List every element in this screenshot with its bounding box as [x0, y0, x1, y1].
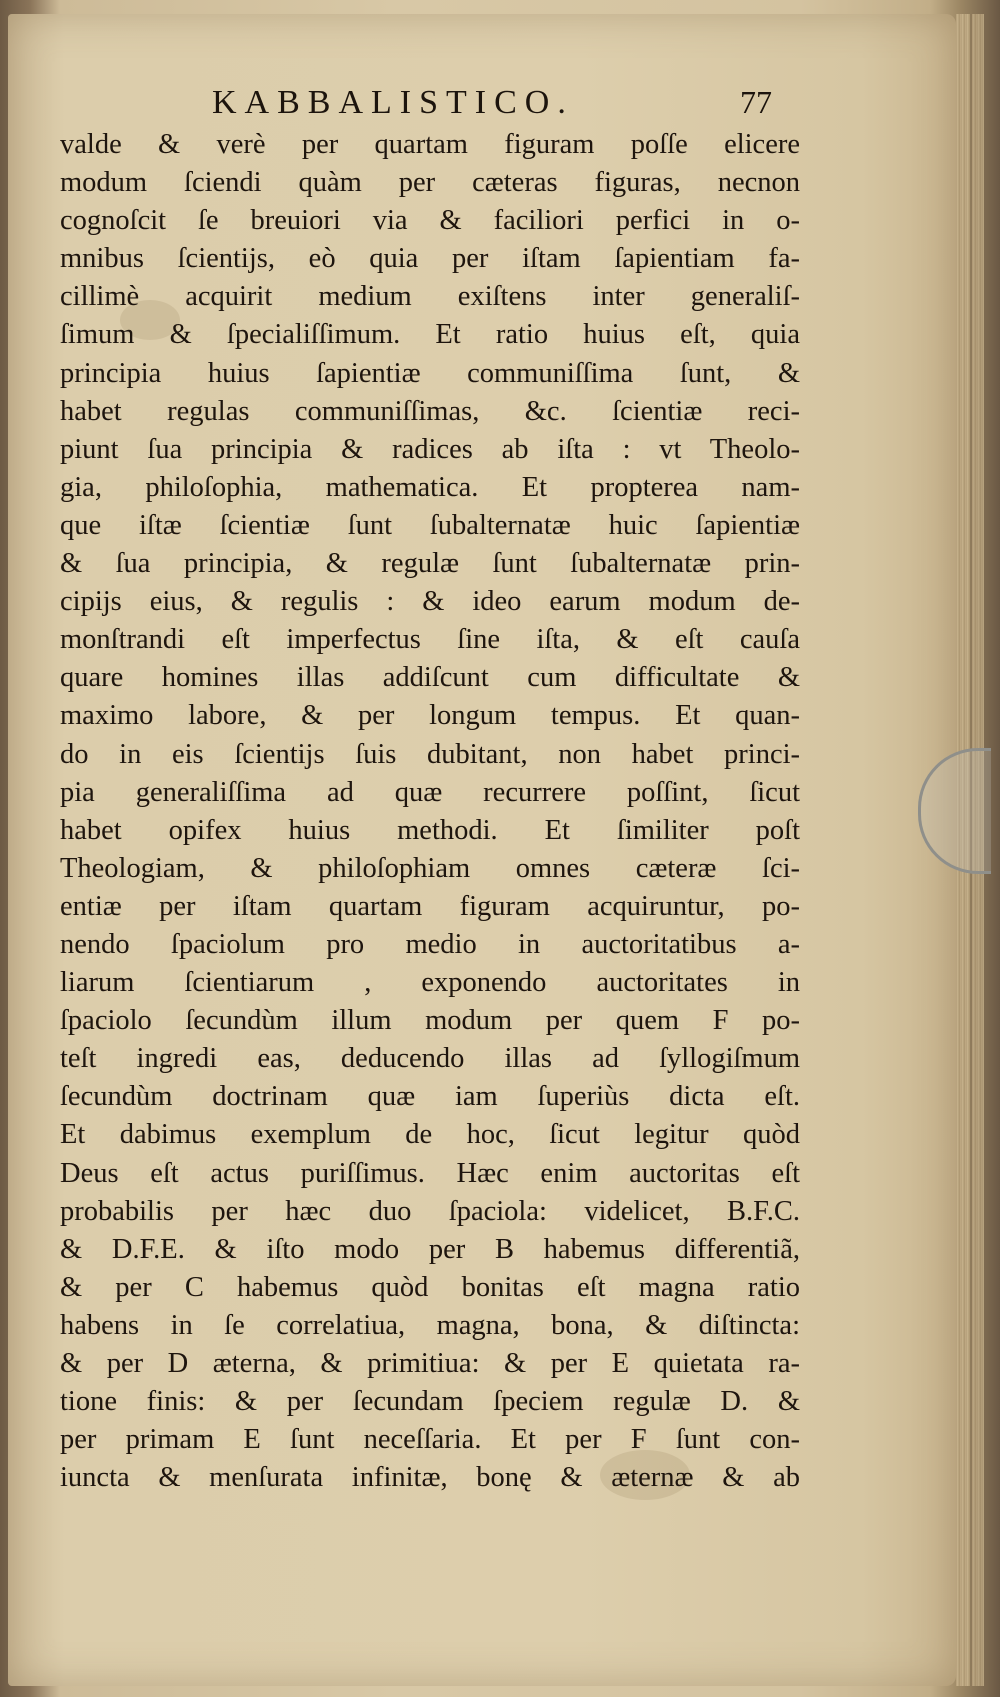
- text-line: & per D æterna, & primitiua: & per E quietata ra-: [60, 1348, 800, 1379]
- text-line: quare homines illas addiſcunt cum difficultate &: [60, 662, 800, 694]
- body-text: [60, 126, 800, 1497]
- text-line: liarum ſcientiarum , exponendo auctoritates in: [60, 967, 800, 999]
- text-line: & per C habemus quòd bonitas eſt magna ratio: [60, 1271, 800, 1303]
- text-line: Deus eſt actus puriſſimus. Hæc enim auctoritas eſt: [60, 1157, 800, 1189]
- text-line: monſtrandi eſt imperfectus ſine iſta, & eſt cauſa: [60, 624, 800, 656]
- text-line: valde & verè per quartam figuram poſſe elicere: [60, 129, 800, 160]
- text-line: iuncta & menſurata infinitæ, bonę & æternæ & ab: [60, 1462, 800, 1494]
- text-line: probabilis per hæc duo ſpaciola: videlicet, B.F.C.: [60, 1195, 800, 1227]
- text-line: habens in ſe correlatiua, magna, bona, & diſtincta:: [60, 1309, 800, 1341]
- text-line: entiæ per iſtam quartam figuram acquiruntur, po-: [60, 890, 800, 922]
- text-line: Et dabimus exemplum de hoc, ſicut legitur quòd: [60, 1119, 800, 1151]
- running-head-title: KABBALISTICO.: [212, 84, 574, 121]
- text-line: maximo labore, & per longum tempus. Et quan-: [60, 700, 800, 732]
- text-line: piunt ſua principia & radices ab iſta : vt Theolo-: [60, 433, 800, 465]
- text-line: & ſua principia, & regulæ ſunt ſubalternatæ prin-: [60, 548, 800, 580]
- text-line: cognoſcit ſe breuiori via & faciliori perfici in o-: [60, 205, 800, 237]
- text-line: & D.F.E. & iſto modo per B habemus differentiã,: [60, 1233, 800, 1265]
- text-line: cillimè acquirit medium exiſtens inter generaliſ-: [60, 281, 800, 313]
- text-line: que iſtæ ſcientiæ ſunt ſubalternatæ huic ſapientiæ: [60, 509, 800, 541]
- text-line: mnibus ſcientijs, eò quia per iſtam ſapientiam fa-: [60, 243, 800, 275]
- text-line: teſt ingredi eas, deducendo illas ad ſyllogiſmum: [60, 1043, 800, 1075]
- text-line: cipijs eius, & regulis : & ideo earum modum de-: [60, 586, 800, 618]
- text-line: modum ſciendi quàm per cæteras figuras, necnon: [60, 167, 800, 199]
- text-line: ſimum & ſpecialiſſimum. Et ratio huius eſt, quia: [60, 319, 800, 351]
- text-line: tione finis: & per ſecundam ſpeciem regulæ D. &: [60, 1386, 800, 1418]
- text-line: nendo ſpaciolum pro medio in auctoritatibus a-: [60, 928, 800, 960]
- page-number: 77: [740, 84, 772, 120]
- text-line: gia, philoſophia, mathematica. Et propterea nam-: [60, 471, 800, 503]
- text-line: do in eis ſcientijs ſuis dubitant, non habet princi-: [60, 738, 800, 770]
- running-head: [60, 84, 800, 128]
- text-line: per primam E ſunt neceſſaria. Et per F ſunt con-: [60, 1424, 800, 1456]
- text-line: habet regulas communiſſimas, &c. ſcientiæ reci-: [60, 395, 800, 427]
- text-line: ſecundùm doctrinam quæ iam ſuperiùs dicta eſt.: [60, 1081, 800, 1113]
- text-line: Theologiam, & philoſophiam omnes cæteræ ſci-: [60, 852, 800, 884]
- text-line: principia huius ſapientiæ communiſſima ſunt, &: [60, 357, 800, 389]
- text-line: habet opifex huius methodi. Et ſimiliter poſt: [60, 814, 800, 846]
- text-line: pia generaliſſima ad quæ recurrere poſſint, ſicut: [60, 776, 800, 808]
- text-line: ſpaciolo ſecundùm illum modum per quem F po-: [60, 1005, 800, 1037]
